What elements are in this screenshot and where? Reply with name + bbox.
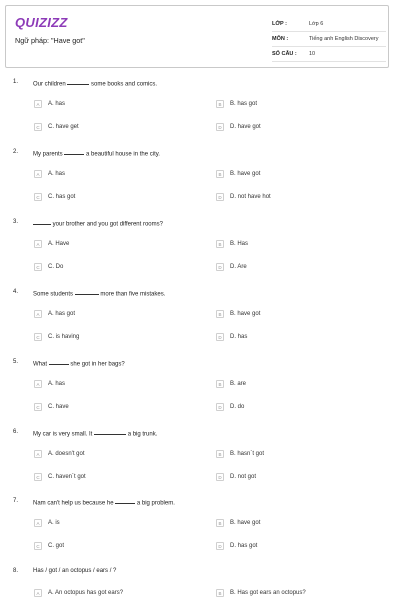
option-letter-box: D — [216, 263, 224, 271]
option-label: D. not have hot — [230, 194, 271, 200]
option-c[interactable] — [34, 263, 63, 271]
option-letter-box: A — [34, 310, 42, 318]
question-number: 6. — [13, 429, 19, 435]
question-text-after: your brother and you got different rooms? — [52, 221, 163, 228]
option-b[interactable] — [216, 380, 246, 388]
option-letter-box: B — [216, 240, 224, 248]
question-text-after: a beautiful house in the city. — [86, 151, 160, 158]
option-letter-box: A — [34, 170, 42, 178]
option-label: C. has got — [48, 194, 76, 200]
question-text-after: a big problem. — [136, 500, 175, 507]
option-label: B. have got — [230, 520, 261, 526]
option-c[interactable] — [34, 542, 64, 550]
question-text-before: My parents — [33, 151, 63, 158]
option-label: C. have — [48, 404, 69, 410]
option-a[interactable] — [34, 380, 65, 388]
option-d[interactable] — [216, 263, 247, 271]
option-letter-box: B — [216, 310, 224, 318]
question-text-before: My car is very small. It — [33, 431, 93, 438]
meta-row-class — [272, 17, 386, 32]
option-d[interactable] — [216, 473, 256, 481]
option-label: A. has — [48, 101, 66, 107]
option-letter-box: B — [216, 450, 224, 458]
option-letter-box: B — [216, 170, 224, 178]
meta-key: MÔN : — [272, 36, 289, 42]
option-label: B. has got — [230, 101, 258, 107]
question-number: 2. — [13, 149, 19, 155]
answer-blank — [75, 289, 99, 295]
option-letter-box: D — [216, 193, 224, 201]
worksheet-title: Ngữ pháp: "Have got" — [15, 36, 85, 45]
option-letter-box: C — [34, 333, 42, 341]
question-7 — [0, 498, 400, 568]
option-b[interactable] — [216, 519, 260, 527]
option-letter-box: D — [216, 403, 224, 411]
meta-value: Tiếng anh English Discovery — [309, 36, 379, 42]
answer-blank — [64, 149, 84, 155]
question-2 — [0, 149, 400, 219]
option-letter-box: B — [216, 380, 224, 388]
option-letter-box: B — [216, 100, 224, 108]
answer-blank — [33, 219, 51, 225]
option-d[interactable] — [216, 403, 244, 411]
option-label: C. have get — [48, 124, 79, 130]
option-label: B. Has got ears an octopus? — [230, 590, 306, 596]
meta-row-subject — [272, 32, 386, 47]
option-d[interactable] — [216, 193, 271, 201]
question-text-before: Some students — [33, 291, 74, 298]
question-number: 4. — [13, 289, 19, 295]
option-b[interactable] — [216, 240, 248, 248]
meta-key: LỚP : — [272, 21, 287, 27]
option-letter-box: D — [216, 473, 224, 481]
question-3 — [0, 219, 400, 289]
question-text — [33, 149, 160, 157]
option-letter-box: A — [34, 519, 42, 527]
question-text — [33, 429, 157, 437]
option-label: D. not got — [230, 474, 257, 480]
option-d[interactable] — [216, 333, 247, 341]
option-a[interactable] — [34, 100, 65, 108]
option-c[interactable] — [34, 333, 79, 341]
option-letter-box: C — [34, 193, 42, 201]
option-label: A. has — [48, 381, 66, 387]
option-label: D. Are — [230, 264, 247, 270]
worksheet-header — [5, 5, 389, 68]
meta-value: Lớp 6 — [309, 21, 324, 27]
option-letter-box: B — [216, 519, 224, 527]
question-1 — [0, 79, 400, 149]
question-text-after: more than five mistakes. — [100, 291, 166, 298]
worksheet-meta — [272, 17, 386, 62]
question-text — [33, 219, 163, 227]
option-label: B. hasn´t got — [230, 451, 265, 457]
option-label: D. has got — [230, 543, 258, 549]
meta-value: 10 — [309, 51, 316, 57]
meta-row-count — [272, 47, 386, 62]
option-label: A. An octopus has got ears? — [48, 590, 124, 596]
quizizz-logo: QUIZIZZ — [15, 15, 68, 30]
question-6 — [0, 429, 400, 499]
question-number: 3. — [13, 219, 19, 225]
question-text — [33, 359, 125, 367]
option-letter-box: A — [34, 240, 42, 248]
option-letter-box: C — [34, 403, 42, 411]
option-letter-box: D — [216, 333, 224, 341]
option-letter-box: C — [34, 473, 42, 481]
option-letter-box: A — [34, 589, 42, 597]
option-a[interactable] — [34, 170, 65, 178]
option-label: C. is having — [48, 334, 80, 340]
meta-key: SỐ CÂU : — [272, 51, 297, 57]
option-b[interactable] — [216, 170, 260, 178]
option-c[interactable] — [34, 473, 86, 481]
option-b[interactable] — [216, 310, 260, 318]
option-label: D. do — [230, 404, 245, 410]
option-label: C. Do — [48, 264, 64, 270]
question-text — [33, 498, 175, 506]
option-letter-box: C — [34, 263, 42, 271]
question-text-before: Nam can't help us because he — [33, 500, 114, 507]
option-label: A. doesn't got — [48, 451, 85, 457]
option-letter-box: D — [216, 123, 224, 131]
option-label: C. got — [48, 543, 65, 549]
question-8 — [0, 568, 400, 600]
question-text: Has / got / an octopus / ears / ? — [33, 568, 117, 574]
option-b[interactable] — [216, 100, 257, 108]
option-a[interactable] — [34, 519, 60, 527]
question-number: 5. — [13, 359, 19, 365]
option-label: B. have got — [230, 171, 261, 177]
option-a[interactable] — [34, 589, 123, 597]
option-letter-box: A — [34, 450, 42, 458]
option-letter-box: A — [34, 100, 42, 108]
option-label: D. has — [230, 334, 248, 340]
question-text — [33, 289, 165, 297]
question-number: 7. — [13, 498, 19, 504]
option-letter-box: C — [34, 123, 42, 131]
option-letter-box: B — [216, 589, 224, 597]
option-d[interactable] — [216, 123, 261, 131]
option-c[interactable] — [34, 123, 79, 131]
option-label: A. has got — [48, 311, 76, 317]
question-text — [33, 79, 157, 87]
question-text-before: What — [33, 361, 48, 368]
option-label: A. Have — [48, 241, 70, 247]
option-b[interactable] — [216, 450, 264, 458]
option-d[interactable] — [216, 542, 257, 550]
option-label: B. have got — [230, 311, 261, 317]
option-label: B. Has — [230, 241, 249, 247]
question-4 — [0, 289, 400, 359]
question-number: 1. — [13, 79, 19, 85]
option-b[interactable] — [216, 589, 306, 597]
question-text-after: some books and comics. — [91, 81, 158, 88]
option-c[interactable] — [34, 403, 69, 411]
option-label: A. has — [48, 171, 66, 177]
option-letter-box: D — [216, 542, 224, 550]
answer-blank — [115, 498, 135, 504]
option-label: C. haven´t got — [48, 474, 86, 480]
option-a[interactable] — [34, 450, 85, 458]
question-text-before: Our children — [33, 81, 66, 88]
answer-blank — [67, 79, 89, 85]
option-letter-box: A — [34, 380, 42, 388]
question-text-after: she got in her bags? — [70, 361, 125, 368]
option-a[interactable] — [34, 310, 75, 318]
option-label: A. is — [48, 520, 60, 526]
question-number: 8. — [13, 568, 19, 574]
option-label: B. are — [230, 381, 247, 387]
question-5 — [0, 359, 400, 429]
answer-blank — [94, 429, 126, 435]
option-c[interactable] — [34, 193, 75, 201]
question-text-after: a big trunk. — [127, 431, 158, 438]
option-label: D. have got — [230, 124, 261, 130]
option-letter-box: C — [34, 542, 42, 550]
answer-blank — [49, 359, 69, 365]
option-a[interactable] — [34, 240, 69, 248]
